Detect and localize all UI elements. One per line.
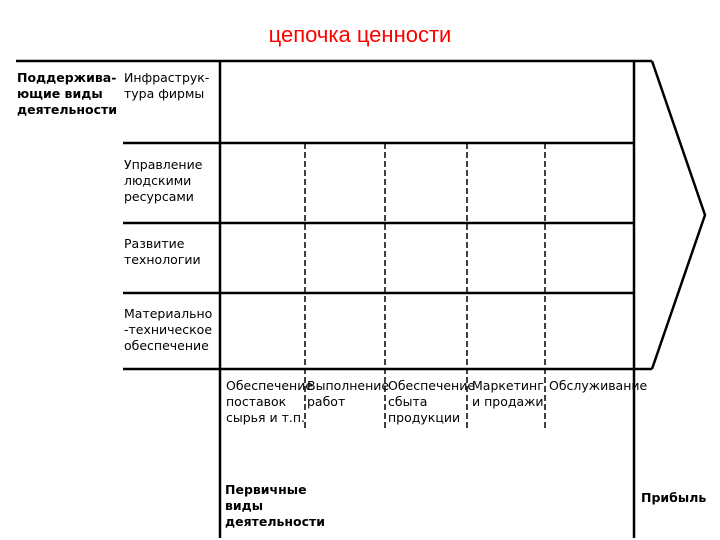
primary-activity-label: Обеспечение поставок сырья и т.п. — [226, 378, 314, 425]
support-activity-label: Развитие технологии — [124, 236, 201, 267]
primary-activity-label: Маркетинг и продажи — [472, 378, 544, 409]
support-activity-label: Управление людскими ресурсами — [124, 157, 203, 204]
support-activities-group-label: Поддержива- ющие виды деятельности — [17, 70, 118, 117]
support-activity-label: Инфраструк- тура фирмы — [124, 70, 210, 101]
primary-activity-label: Обслуживание — [549, 378, 648, 393]
primary-activities-group-label: Первичные виды деятельности — [225, 482, 326, 529]
diagram-title: цепочка ценности — [268, 22, 452, 47]
support-activity-label: Материально -техническое обеспечение — [124, 306, 213, 353]
primary-activity-label: Обеспечение сбыта продукции — [388, 378, 476, 425]
primary-activity-label: Выполнение работ — [307, 378, 390, 409]
margin-arrow — [652, 61, 705, 369]
profit-label: Прибыль — [641, 490, 707, 505]
